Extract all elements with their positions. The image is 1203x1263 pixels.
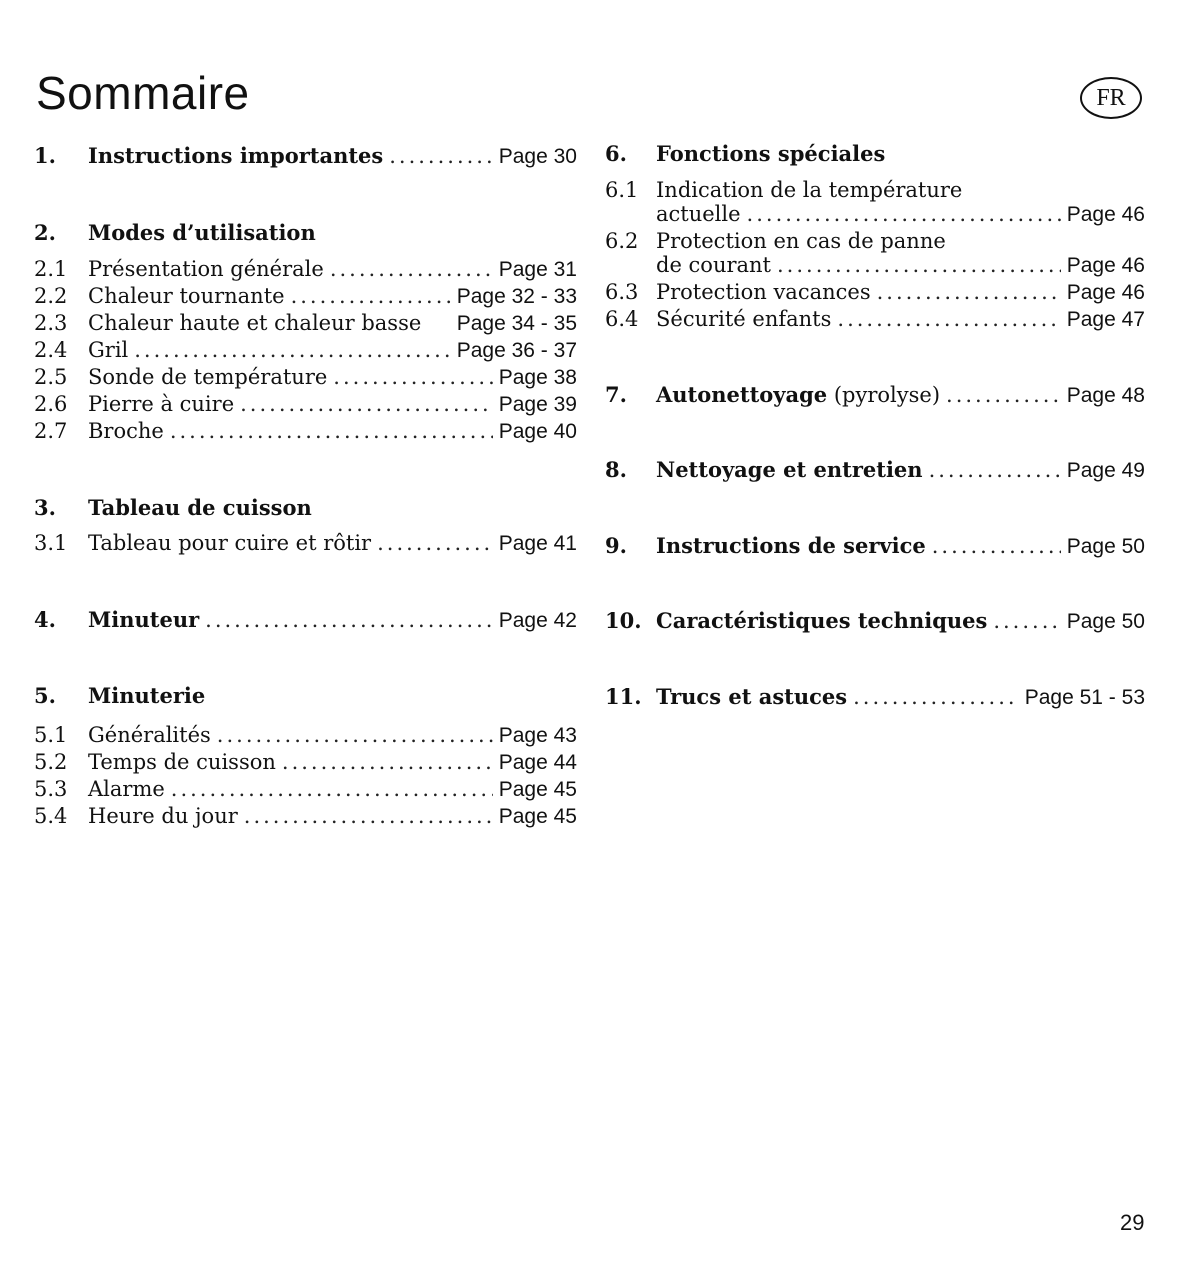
toc-heading — [605, 140, 1145, 167]
dot-leader — [330, 256, 493, 283]
dot-leader — [291, 283, 451, 310]
toc-entry[interactable] — [605, 279, 1145, 306]
dot-leader — [389, 143, 493, 170]
toc-entry-line2[interactable] — [605, 201, 1145, 228]
entry-number: 11. — [605, 684, 642, 709]
entry-label: Instructions de service — [656, 533, 926, 558]
entry-label: Chaleur haute et chaleur basse — [88, 311, 422, 335]
entry-label-main: Autonettoyage — [656, 382, 828, 407]
dot-leader — [777, 252, 1061, 279]
entry-number: 6. — [605, 141, 627, 166]
dot-leader — [170, 418, 493, 445]
entry-label: de courant — [656, 253, 771, 277]
entry-number: 5. — [34, 683, 56, 708]
entry-page: Page 46 — [1066, 281, 1145, 304]
toc-entry[interactable] — [34, 337, 577, 364]
toc-entry[interactable] — [605, 532, 1145, 559]
toc-entry[interactable] — [34, 310, 577, 337]
page-title: Sommaire — [36, 67, 250, 119]
toc-heading — [34, 494, 577, 521]
entry-label: Protection vacances — [656, 280, 871, 304]
entry-label: Trucs et astuces — [656, 684, 848, 709]
entry-number: 2.4 — [34, 338, 68, 362]
entry-label: Gril — [88, 338, 129, 362]
entry-label: Chaleur tournante — [88, 284, 285, 308]
toc-entry[interactable] — [34, 776, 577, 803]
entry-page: Page 50 — [1066, 535, 1145, 558]
toc-entry[interactable] — [34, 283, 577, 310]
entry-label: Minuterie — [88, 683, 206, 708]
dot-leader — [932, 533, 1061, 560]
entry-number: 7. — [605, 382, 627, 407]
entry-page: Page 40 — [498, 420, 577, 443]
toc-entry[interactable] — [34, 142, 577, 169]
entry-number: 2.6 — [34, 392, 68, 416]
dot-leader — [240, 391, 493, 418]
entry-page: Page 42 — [498, 609, 577, 632]
entry-page: Page 48 — [1066, 384, 1145, 407]
entry-label: Heure du jour — [88, 804, 238, 828]
entry-page: Page 45 — [498, 805, 577, 828]
toc-entry-line1[interactable] — [605, 177, 1145, 204]
entry-label: Minuteur — [88, 607, 200, 632]
dot-leader — [993, 608, 1060, 635]
entry-number: 5.3 — [34, 777, 68, 801]
entry-label: actuelle — [656, 202, 741, 226]
entry-label — [656, 381, 940, 409]
entry-page: Page 44 — [498, 751, 577, 774]
entry-number: 8. — [605, 457, 627, 482]
entry-page: Page 50 — [1066, 610, 1145, 633]
entry-page: Page 45 — [498, 778, 577, 801]
entry-page: Page 49 — [1066, 459, 1145, 482]
entry-label: Tableau de cuisson — [88, 495, 312, 520]
dot-leader — [171, 776, 493, 803]
toc-entry[interactable] — [34, 722, 577, 749]
entry-number: 10. — [605, 608, 642, 633]
toc-entry[interactable] — [34, 418, 577, 445]
entry-page: Page 38 — [498, 366, 577, 389]
entry-label: Pierre à cuire — [88, 392, 235, 416]
dot-leader — [205, 607, 493, 634]
entry-label: Sécurité enfants — [656, 307, 832, 331]
entry-number: 2.1 — [34, 257, 68, 281]
entry-number: 6.4 — [605, 307, 639, 331]
entry-page: Page 46 — [1066, 203, 1145, 226]
dot-leader — [929, 457, 1061, 484]
dot-leader — [877, 279, 1061, 306]
toc-entry[interactable] — [605, 456, 1145, 483]
entry-number: 3. — [34, 495, 56, 520]
toc-entry[interactable] — [34, 530, 577, 557]
entry-number: 3.1 — [34, 531, 68, 555]
entry-number: 9. — [605, 533, 627, 558]
entry-number: 2.3 — [34, 311, 68, 335]
dot-leader — [134, 337, 450, 364]
entry-page: Page 51 - 53 — [1024, 686, 1145, 709]
entry-page: Page 34 - 35 — [456, 312, 577, 335]
entry-number: 5.1 — [34, 723, 68, 747]
toc-heading — [34, 682, 577, 709]
entry-page: Page 39 — [498, 393, 577, 416]
entry-page: Page 36 - 37 — [456, 339, 577, 362]
entry-label: Tableau pour cuire et rôtir — [88, 531, 372, 555]
toc-entry[interactable] — [605, 683, 1145, 710]
dot-leader — [747, 201, 1061, 228]
entry-number: 4. — [34, 607, 56, 632]
entry-label: Alarme — [88, 777, 165, 801]
entry-number: 2.5 — [34, 365, 68, 389]
entry-label: Fonctions spéciales — [656, 141, 886, 166]
entry-page: Page 47 — [1066, 308, 1145, 331]
entry-label: Caractéristiques techniques — [656, 608, 988, 633]
toc-entry[interactable] — [34, 256, 577, 283]
toc-entry[interactable] — [34, 391, 577, 418]
entry-number: 1. — [34, 143, 56, 168]
entry-number: 5.4 — [34, 804, 68, 828]
toc-heading — [34, 219, 577, 246]
entry-page: Page 32 - 33 — [456, 285, 577, 308]
toc-entry[interactable] — [605, 607, 1145, 634]
entry-label: Temps de cuisson — [88, 750, 276, 774]
entry-label: Modes d’utilisation — [88, 220, 316, 245]
toc-entry-line1[interactable] — [605, 228, 1145, 255]
entry-number: 6.2 — [605, 229, 639, 253]
dot-leader — [217, 722, 493, 749]
entry-label-extra: (pyrolyse) — [827, 383, 941, 407]
entry-number: 6.1 — [605, 178, 639, 202]
dot-leader — [377, 530, 493, 557]
dot-leader — [837, 306, 1060, 333]
toc-entry[interactable] — [605, 306, 1145, 333]
toc-entry-line2[interactable] — [605, 252, 1145, 279]
dot-leader — [853, 684, 1019, 711]
entry-label: Protection en cas de panne — [656, 229, 946, 253]
toc-entry[interactable] — [34, 606, 577, 633]
toc-entry[interactable] — [34, 803, 577, 830]
entry-label: Présentation générale — [88, 257, 324, 281]
toc-entry[interactable] — [34, 749, 577, 776]
entry-label: Sonde de température — [88, 365, 328, 389]
dot-leader — [946, 382, 1061, 409]
entry-number: 2.7 — [34, 419, 68, 443]
dot-leader — [244, 803, 493, 830]
entry-page: Page 31 — [498, 258, 577, 281]
entry-label: Broche — [88, 419, 164, 443]
entry-page: Page 43 — [498, 724, 577, 747]
entry-label: Généralités — [88, 723, 211, 747]
entry-page: Page 30 — [498, 145, 577, 168]
toc-entry[interactable] — [34, 364, 577, 391]
entry-number: 2. — [34, 220, 56, 245]
dot-leader — [282, 749, 493, 776]
entry-page: Page 41 — [498, 532, 577, 555]
page-number: 29 — [1120, 1210, 1145, 1235]
language-badge: FR — [1080, 77, 1142, 119]
entry-label: Instructions importantes — [88, 143, 384, 168]
entry-page: Page 46 — [1066, 254, 1145, 277]
entry-label: Nettoyage et entretien — [656, 457, 923, 482]
entry-label: Indication de la température — [656, 178, 963, 202]
entry-number: 6.3 — [605, 280, 639, 304]
entry-number: 2.2 — [34, 284, 68, 308]
toc-entry[interactable] — [605, 381, 1145, 408]
entry-number: 5.2 — [34, 750, 68, 774]
dot-leader — [333, 364, 492, 391]
